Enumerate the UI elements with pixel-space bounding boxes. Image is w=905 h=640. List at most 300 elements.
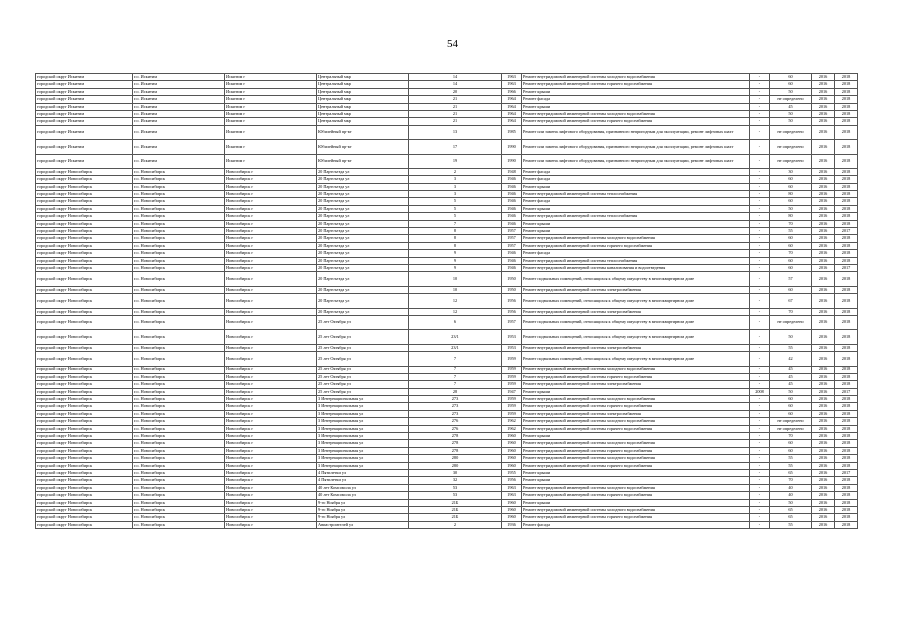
municipal-district-cell: городской округ Новосибирск [36, 447, 133, 454]
municipal-district-cell: городской округ Новосибирск [36, 373, 133, 380]
table-body [36, 74, 858, 529]
street-cell: 25 лет Октября ул [317, 388, 409, 395]
work-type-cell: Ремонт или замена лифтового оборудования, признанного непригодным для эксплуатации, ремонт лифтовых шахт [522, 154, 750, 168]
house-number-cell: 7 [409, 373, 502, 380]
repair-register-table [35, 73, 858, 529]
city-district-cell: г.о. Новосибирск [133, 469, 225, 476]
city-district-cell: г.о. Новосибирск [133, 242, 225, 249]
cost-cell: 55 [770, 228, 812, 235]
last-repair-year-cell: - [750, 396, 770, 403]
plan-end-year-cell: 2018 [835, 220, 858, 227]
plan-start-year-cell: 2016 [812, 373, 835, 380]
work-type-cell: Ремонт крыши [522, 477, 750, 484]
table-row [36, 88, 858, 95]
plan-start-year-cell: 2016 [812, 447, 835, 454]
plan-end-year-cell: 2018 [835, 418, 858, 425]
street-cell: 40 лет Комсомола ул [317, 484, 409, 491]
table-row [36, 373, 858, 380]
plan-end-year-cell: 2018 [835, 396, 858, 403]
cost-cell: 45 [770, 381, 812, 388]
house-number-cell: 9 [409, 257, 502, 264]
house-number-cell: 10 [409, 286, 502, 293]
build-year-cell: 1956 [502, 308, 522, 315]
plan-end-year-cell: 2018 [835, 514, 858, 521]
municipal-district-cell: городской округ Новосибирск [36, 176, 133, 183]
plan-start-year-cell: 2016 [812, 154, 835, 168]
build-year-cell: 1962 [502, 425, 522, 432]
table-row [36, 228, 858, 235]
last-repair-year-cell: - [750, 168, 770, 175]
street-cell: 20 Партсъезда ул [317, 228, 409, 235]
plan-start-year-cell: 2016 [812, 176, 835, 183]
plan-start-year-cell: 2016 [812, 96, 835, 103]
city-district-cell: г.о. Новосибирск [133, 447, 225, 454]
last-repair-year-cell: - [750, 484, 770, 491]
street-cell: 40 лет Комсомола ул [317, 492, 409, 499]
plan-start-year-cell: 2016 [812, 425, 835, 432]
house-number-cell: 10 [409, 272, 502, 286]
street-cell: 20 Партсъезда ул [317, 176, 409, 183]
cost-cell: 50 [770, 110, 812, 117]
plan-end-year-cell: 2018 [835, 521, 858, 528]
settlement-cell: Искитим г [225, 140, 317, 154]
street-cell: 20 Партсъезда ул [317, 257, 409, 264]
plan-end-year-cell: 2017 [835, 264, 858, 271]
last-repair-year-cell: - [750, 455, 770, 462]
house-number-cell: 12 [409, 294, 502, 308]
plan-start-year-cell: 2016 [812, 250, 835, 257]
city-district-cell: г.о. Новосибирск [133, 521, 225, 528]
cost-cell: 60 [770, 242, 812, 249]
last-repair-year-cell: - [750, 96, 770, 103]
house-number-cell: 20 [409, 88, 502, 95]
last-repair-year-cell: - [750, 235, 770, 242]
last-repair-year-cell: - [750, 506, 770, 513]
settlement-cell: Новосибирск г [225, 410, 317, 417]
plan-end-year-cell: 2018 [835, 242, 858, 249]
build-year-cell: 1946 [502, 205, 522, 212]
plan-end-year-cell: 2018 [835, 88, 858, 95]
settlement-cell: Новосибирск г [225, 183, 317, 190]
street-cell: 25 лет Октября ул [317, 366, 409, 373]
municipal-district-cell: городской округ Искитим [36, 140, 133, 154]
table-row [36, 514, 858, 521]
municipal-district-cell: городской округ Новосибирск [36, 492, 133, 499]
build-year-cell: 1950 [502, 286, 522, 293]
cost-cell: 30 [770, 168, 812, 175]
city-district-cell: г.о. Новосибирск [133, 352, 225, 366]
settlement-cell: Искитим г [225, 81, 317, 88]
house-number-cell: 21 [409, 103, 502, 110]
municipal-district-cell: городской округ Новосибирск [36, 484, 133, 491]
city-district-cell: г.о. Новосибирск [133, 425, 225, 432]
table-row [36, 213, 858, 220]
street-cell: 20 Партсъезда ул [317, 198, 409, 205]
municipal-district-cell: городской округ Новосибирск [36, 521, 133, 528]
street-cell: 9-го Ноября ул [317, 499, 409, 506]
cost-cell: 50 [770, 118, 812, 125]
build-year-cell: 1964 [502, 96, 522, 103]
work-type-cell: Ремонт фасада [522, 521, 750, 528]
city-district-cell: г.о. Новосибирск [133, 366, 225, 373]
settlement-cell: Новосибирск г [225, 176, 317, 183]
cost-cell: 42 [770, 352, 812, 366]
municipal-district-cell: городской округ Новосибирск [36, 344, 133, 351]
city-district-cell: г.о. Новосибирск [133, 168, 225, 175]
city-district-cell: г.о. Искитим [133, 74, 225, 81]
city-district-cell: г.о. Новосибирск [133, 396, 225, 403]
house-number-cell: 7 [409, 381, 502, 388]
table-row [36, 272, 858, 286]
street-cell: 3 Интернациональная ул [317, 403, 409, 410]
street-cell: 20 Партсъезда ул [317, 205, 409, 212]
house-number-cell: 17 [409, 140, 502, 154]
build-year-cell: 1985 [502, 125, 522, 139]
work-type-cell: Ремонт крыши [522, 469, 750, 476]
plan-end-year-cell: 2018 [835, 425, 858, 432]
house-number-cell: 5 [409, 213, 502, 220]
work-type-cell: Ремонт внутридомовой инженерной системы холодного водоснабжения [522, 110, 750, 117]
municipal-district-cell: городской округ Новосибирск [36, 403, 133, 410]
street-cell: Центральный мкр [317, 81, 409, 88]
street-cell: 20 Партсъезда ул [317, 242, 409, 249]
work-type-cell: Ремонт внутридомовой инженерной системы электроснабжения [522, 308, 750, 315]
city-district-cell: г.о. Искитим [133, 88, 225, 95]
table-row [36, 469, 858, 476]
cost-cell: 70 [770, 220, 812, 227]
street-cell: 20 Партсъезда ул [317, 235, 409, 242]
municipal-district-cell: городской округ Новосибирск [36, 198, 133, 205]
city-district-cell: г.о. Новосибирск [133, 308, 225, 315]
plan-start-year-cell: 2016 [812, 492, 835, 499]
municipal-district-cell: городской округ Искитим [36, 154, 133, 168]
table-row [36, 183, 858, 190]
house-number-cell: 5 [409, 205, 502, 212]
house-number-cell: 7 [409, 220, 502, 227]
work-type-cell: Ремонт внутридомовой инженерной системы электроснабжения [522, 286, 750, 293]
work-type-cell: Ремонт фасада [522, 198, 750, 205]
house-number-cell: 273 [409, 403, 502, 410]
last-repair-year-cell: - [750, 499, 770, 506]
city-district-cell: г.о. Новосибирск [133, 514, 225, 521]
settlement-cell: Искитим г [225, 74, 317, 81]
last-repair-year-cell: - [750, 425, 770, 432]
table-row [36, 315, 858, 329]
work-type-cell: Ремонт внутридомовой инженерной системы горячего водоснабжения [522, 403, 750, 410]
settlement-cell: Новосибирск г [225, 514, 317, 521]
build-year-cell: 1946 [502, 191, 522, 198]
plan-start-year-cell: 2016 [812, 81, 835, 88]
city-district-cell: г.о. Искитим [133, 154, 225, 168]
municipal-district-cell: городской округ Искитим [36, 96, 133, 103]
work-type-cell: Ремонт подвальных помещений, относящихся к общему имуществу в многоквартирном доме [522, 330, 750, 344]
build-year-cell: 1964 [502, 118, 522, 125]
plan-start-year-cell: 2016 [812, 125, 835, 139]
house-number-cell: 8 [409, 242, 502, 249]
city-district-cell: г.о. Новосибирск [133, 410, 225, 417]
plan-start-year-cell: 2016 [812, 403, 835, 410]
work-type-cell: Ремонт крыши [522, 388, 750, 395]
cost-cell: 70 [770, 308, 812, 315]
cost-cell: не определено [770, 425, 812, 432]
cost-cell: 60 [770, 440, 812, 447]
plan-start-year-cell: 2016 [812, 455, 835, 462]
cost-cell: 45 [770, 373, 812, 380]
work-type-cell: Ремонт крыши [522, 433, 750, 440]
city-district-cell: г.о. Новосибирск [133, 286, 225, 293]
last-repair-year-cell: - [750, 418, 770, 425]
plan-end-year-cell: 2018 [835, 344, 858, 351]
build-year-cell: 1960 [502, 506, 522, 513]
city-district-cell: г.о. Новосибирск [133, 264, 225, 271]
build-year-cell: 1936 [502, 521, 522, 528]
build-year-cell: 1946 [502, 220, 522, 227]
municipal-district-cell: городской округ Искитим [36, 81, 133, 88]
settlement-cell: Искитим г [225, 110, 317, 117]
street-cell: 25 лет Октября ул [317, 315, 409, 329]
cost-cell: 45 [770, 103, 812, 110]
build-year-cell: 1959 [502, 366, 522, 373]
plan-start-year-cell: 2016 [812, 499, 835, 506]
work-type-cell: Ремонт внутридомовой инженерной системы холодного водоснабжения [522, 484, 750, 491]
table-row [36, 308, 858, 315]
build-year-cell: 1957 [502, 242, 522, 249]
table-row [36, 198, 858, 205]
plan-start-year-cell: 2016 [812, 514, 835, 521]
street-cell: 3 Интернациональная ул [317, 410, 409, 417]
municipal-district-cell: городской округ Новосибирск [36, 477, 133, 484]
street-cell: Центральный мкр [317, 88, 409, 95]
page-number: 54 [447, 38, 458, 50]
work-type-cell: Ремонт внутридомовой инженерной системы горячего водоснабжения [522, 373, 750, 380]
city-district-cell: г.о. Новосибирск [133, 433, 225, 440]
table-row [36, 447, 858, 454]
cost-cell: не определено [770, 315, 812, 329]
house-number-cell: 3 [409, 191, 502, 198]
last-repair-year-cell: - [750, 294, 770, 308]
work-type-cell: Ремонт внутридомовой инженерной системы горячего водоснабжения [522, 492, 750, 499]
plan-start-year-cell: 2016 [812, 352, 835, 366]
work-type-cell: Ремонт крыши [522, 88, 750, 95]
table-row [36, 294, 858, 308]
last-repair-year-cell: - [750, 198, 770, 205]
plan-start-year-cell: 2016 [812, 103, 835, 110]
work-type-cell: Ремонт внутридомовой инженерной системы холодного водоснабжения [522, 418, 750, 425]
cost-cell: 60 [770, 81, 812, 88]
plan-end-year-cell: 2018 [835, 455, 858, 462]
build-year-cell: 1960 [502, 499, 522, 506]
settlement-cell: Новосибирск г [225, 366, 317, 373]
settlement-cell: Новосибирск г [225, 447, 317, 454]
plan-start-year-cell: 2016 [812, 168, 835, 175]
street-cell: Юбилейный пр-кт [317, 154, 409, 168]
last-repair-year-cell: - [750, 462, 770, 469]
last-repair-year-cell: - [750, 205, 770, 212]
settlement-cell: Новосибирск г [225, 425, 317, 432]
last-repair-year-cell: - [750, 250, 770, 257]
street-cell: 20 Партсъезда ул [317, 220, 409, 227]
plan-start-year-cell: 2016 [812, 74, 835, 81]
last-repair-year-cell: - [750, 183, 770, 190]
settlement-cell: Новосибирск г [225, 352, 317, 366]
last-repair-year-cell: - [750, 315, 770, 329]
table-row [36, 110, 858, 117]
house-number-cell: 5 [409, 198, 502, 205]
cost-cell: 55 [770, 462, 812, 469]
build-year-cell: 1953 [502, 344, 522, 351]
house-number-cell: 2 [409, 521, 502, 528]
house-number-cell: 21Б [409, 506, 502, 513]
last-repair-year-cell: - [750, 264, 770, 271]
cost-cell: не определено [770, 154, 812, 168]
street-cell: 20 Партсъезда ул [317, 250, 409, 257]
plan-end-year-cell: 2018 [835, 294, 858, 308]
street-cell: Центральный мкр [317, 103, 409, 110]
city-district-cell: г.о. Новосибирск [133, 220, 225, 227]
cost-cell: 60 [770, 396, 812, 403]
last-repair-year-cell: - [750, 352, 770, 366]
plan-end-year-cell: 2018 [835, 499, 858, 506]
cost-cell: 55 [770, 455, 812, 462]
plan-end-year-cell: 2018 [835, 168, 858, 175]
municipal-district-cell: городской округ Новосибирск [36, 264, 133, 271]
city-district-cell: г.о. Новосибирск [133, 250, 225, 257]
settlement-cell: Новосибирск г [225, 499, 317, 506]
plan-end-year-cell: 2018 [835, 205, 858, 212]
plan-end-year-cell: 2018 [835, 286, 858, 293]
table-row [36, 477, 858, 484]
cost-cell: 70 [770, 250, 812, 257]
city-district-cell: г.о. Искитим [133, 118, 225, 125]
last-repair-year-cell: - [750, 118, 770, 125]
build-year-cell: 1946 [502, 250, 522, 257]
street-cell: 20 Партсъезда ул [317, 183, 409, 190]
build-year-cell: 1964 [502, 103, 522, 110]
municipal-district-cell: городской округ Новосибирск [36, 366, 133, 373]
cost-cell: 60 [770, 235, 812, 242]
city-district-cell: г.о. Новосибирск [133, 205, 225, 212]
plan-start-year-cell: 2016 [812, 191, 835, 198]
street-cell: Юбилейный пр-кт [317, 140, 409, 154]
street-cell: Центральный мкр [317, 110, 409, 117]
build-year-cell: 1963 [502, 74, 522, 81]
table-row [36, 81, 858, 88]
work-type-cell: Ремонт или замена лифтового оборудования, признанного непригодным для эксплуатации, ремонт лифтовых шахт [522, 140, 750, 154]
street-cell: 25 лет Октября ул [317, 344, 409, 351]
build-year-cell: 1957 [502, 228, 522, 235]
house-number-cell: 9 [409, 264, 502, 271]
house-number-cell: 53 [409, 492, 502, 499]
settlement-cell: Искитим г [225, 118, 317, 125]
settlement-cell: Новосибирск г [225, 388, 317, 395]
work-type-cell: Ремонт подвальных помещений, относящихся к общему имуществу в многоквартирном доме [522, 272, 750, 286]
plan-end-year-cell: 2018 [835, 440, 858, 447]
street-cell: 3 Интернациональная ул [317, 433, 409, 440]
house-number-cell: 273 [409, 410, 502, 417]
house-number-cell: 19 [409, 154, 502, 168]
table-row [36, 286, 858, 293]
cost-cell: 70 [770, 433, 812, 440]
house-number-cell: 32 [409, 477, 502, 484]
settlement-cell: Новосибирск г [225, 455, 317, 462]
municipal-district-cell: городской округ Искитим [36, 118, 133, 125]
plan-start-year-cell: 2016 [812, 315, 835, 329]
last-repair-year-cell: - [750, 272, 770, 286]
build-year-cell: 1963 [502, 81, 522, 88]
table-row [36, 257, 858, 264]
settlement-cell: Новосибирск г [225, 477, 317, 484]
cost-cell: 65 [770, 514, 812, 521]
build-year-cell: 1990 [502, 154, 522, 168]
settlement-cell: Искитим г [225, 154, 317, 168]
table-row [36, 410, 858, 417]
municipal-district-cell: городской округ Новосибирск [36, 235, 133, 242]
house-number-cell: 53 [409, 484, 502, 491]
cost-cell: 45 [770, 366, 812, 373]
last-repair-year-cell: - [750, 381, 770, 388]
plan-start-year-cell: 2016 [812, 440, 835, 447]
plan-end-year-cell: 2018 [835, 381, 858, 388]
build-year-cell: 1963 [502, 492, 522, 499]
plan-start-year-cell: 2016 [812, 418, 835, 425]
last-repair-year-cell: - [750, 257, 770, 264]
settlement-cell: Новосибирск г [225, 506, 317, 513]
cost-cell: 60 [770, 257, 812, 264]
build-year-cell: 1959 [502, 381, 522, 388]
street-cell: 25 лет Октября ул [317, 373, 409, 380]
city-district-cell: г.о. Новосибирск [133, 492, 225, 499]
build-year-cell: 1956 [502, 477, 522, 484]
plan-end-year-cell: 2018 [835, 308, 858, 315]
last-repair-year-cell: - [750, 344, 770, 351]
plan-start-year-cell: 2016 [812, 205, 835, 212]
table-row [36, 492, 858, 499]
table-row [36, 499, 858, 506]
settlement-cell: Искитим г [225, 88, 317, 95]
settlement-cell: Новосибирск г [225, 330, 317, 344]
municipal-district-cell: городской округ Новосибирск [36, 315, 133, 329]
table-row [36, 344, 858, 351]
cost-cell: 70 [770, 477, 812, 484]
house-number-cell: 23/1 [409, 330, 502, 344]
plan-end-year-cell: 2018 [835, 366, 858, 373]
plan-start-year-cell: 2016 [812, 213, 835, 220]
settlement-cell: Новосибирск г [225, 381, 317, 388]
work-type-cell: Ремонт внутридомовой инженерной системы электроснабжения [522, 381, 750, 388]
work-type-cell: Ремонт крыши [522, 499, 750, 506]
plan-end-year-cell: 2018 [835, 81, 858, 88]
street-cell: 20 Партсъезда ул [317, 191, 409, 198]
last-repair-year-cell: - [750, 373, 770, 380]
house-number-cell: 8 [409, 228, 502, 235]
street-cell: 4 Пятилетки ул [317, 469, 409, 476]
table-row [36, 168, 858, 175]
last-repair-year-cell: - [750, 286, 770, 293]
table-row [36, 396, 858, 403]
settlement-cell: Новосибирск г [225, 433, 317, 440]
cost-cell: 40 [770, 492, 812, 499]
municipal-district-cell: городской округ Новосибирск [36, 352, 133, 366]
last-repair-year-cell: - [750, 440, 770, 447]
work-type-cell: Ремонт фасада [522, 250, 750, 257]
settlement-cell: Новосибирск г [225, 396, 317, 403]
municipal-district-cell: городской округ Новосибирск [36, 272, 133, 286]
city-district-cell: г.о. Новосибирск [133, 506, 225, 513]
build-year-cell: 1964 [502, 110, 522, 117]
house-number-cell: 280 [409, 462, 502, 469]
municipal-district-cell: городской округ Новосибирск [36, 308, 133, 315]
plan-start-year-cell: 2016 [812, 388, 835, 395]
